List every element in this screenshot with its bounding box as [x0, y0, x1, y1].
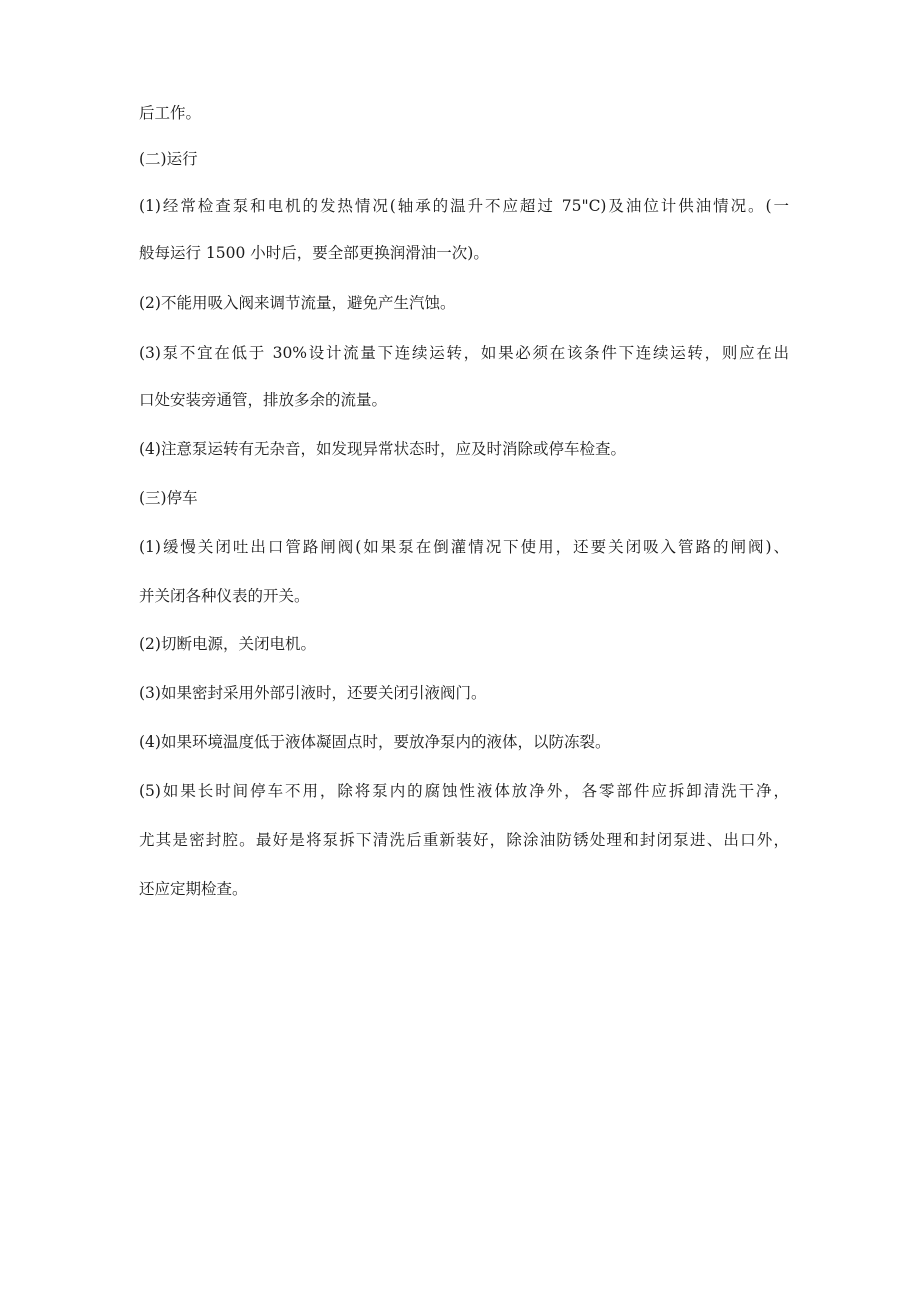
text-line: 般每运行 1500 小时后，要全部更换润滑油一次)。: [139, 244, 489, 262]
section-heading-shutdown: (三)停车: [139, 489, 198, 507]
text-line: (4)注意泵运转有无杂音，如发现异常状态时，应及时消除或停车检查。: [139, 440, 626, 458]
text-line: 并关闭各种仪表的开关。: [139, 587, 310, 605]
text-line: 还应定期检查。: [139, 880, 248, 898]
text-line: (2)切断电源，关闭电机。: [139, 635, 316, 653]
text-line: 后工作。: [139, 104, 202, 122]
text-line: (2)不能用吸入阀来调节流量，避免产生汽蚀。: [139, 294, 456, 312]
text-line: (3)如果密封采用外部引液时，还要关闭引液阀门。: [139, 684, 487, 702]
text-line: (5)如果长时间停车不用，除将泵内的腐蚀性液体放净外，各零部件应拆卸清洗干净，: [139, 782, 789, 800]
section-heading-operation: (二)运行: [139, 150, 198, 168]
text-line: 尤其是密封腔。最好是将泵拆下清洗后重新装好，除涂油防锈处理和封闭泵进、出口外，: [139, 831, 789, 849]
text-line: (1)缓慢关闭吐出口管路闸阀(如果泵在倒灌情况下使用，还要关闭吸入管路的闸阀)、: [139, 538, 789, 556]
text-line: (1)经常检查泵和电机的发热情况(轴承的温升不应超过 75"C)及油位计供油情况。(一: [139, 197, 789, 215]
text-line: (4)如果环境温度低于液体凝固点时，要放净泵内的液体，以防冻裂。: [139, 733, 611, 751]
text-line: 口处安装旁通管，排放多余的流量。: [139, 391, 388, 409]
text-line: (3)泵不宜在低于 30%设计流量下连续运转，如果必须在该条件下连续运转，则应在出: [139, 344, 789, 362]
